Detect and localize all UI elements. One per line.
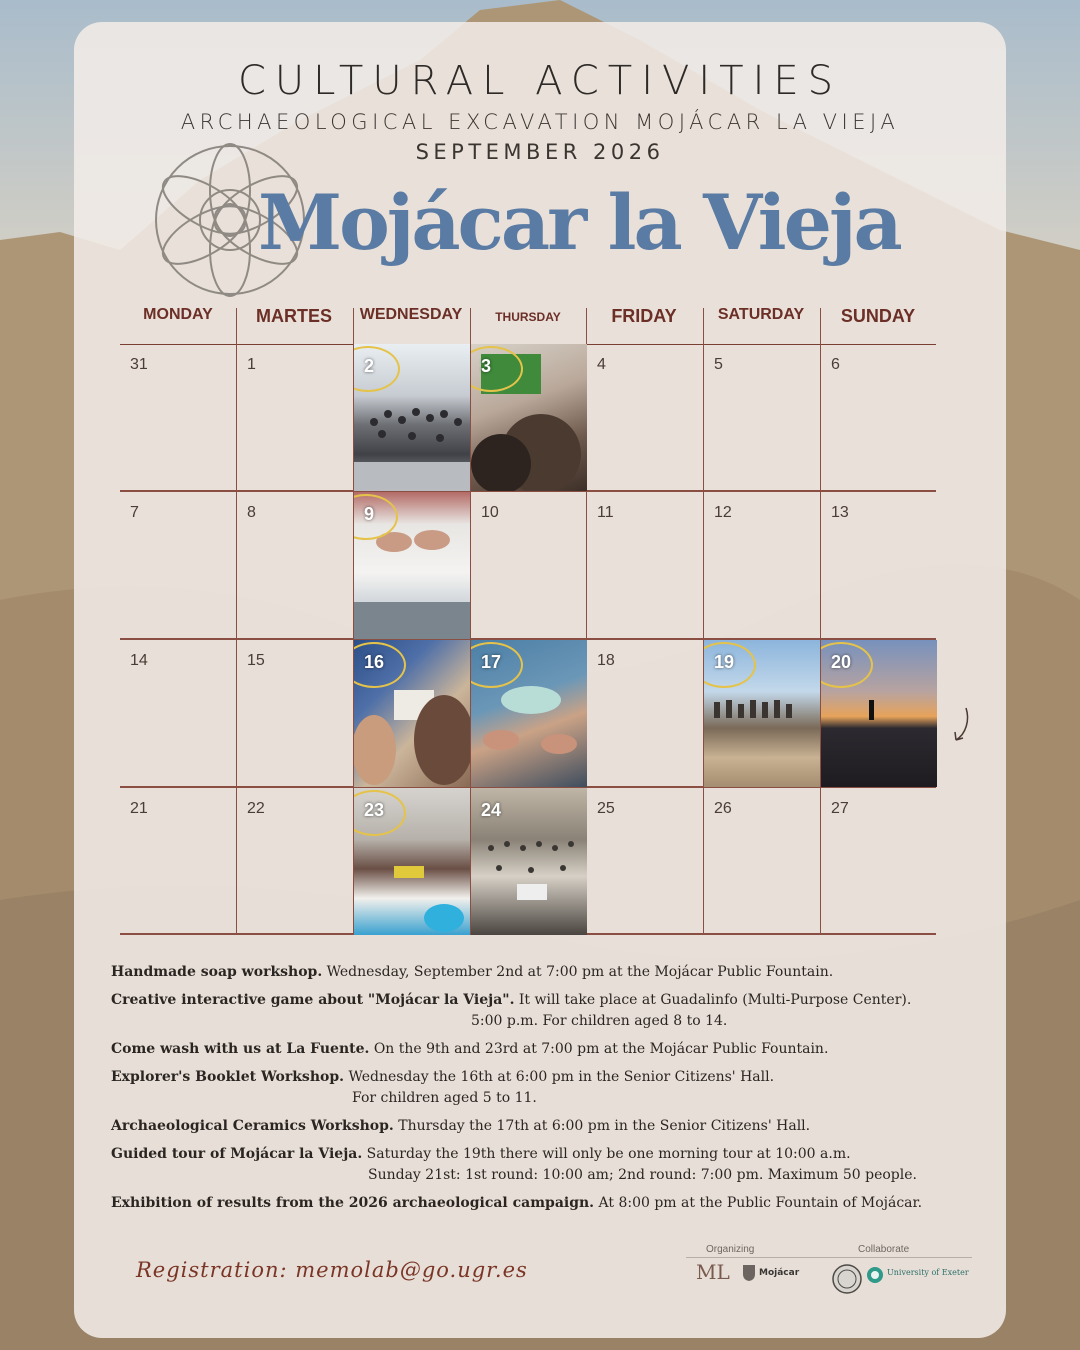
- day-number: 19: [714, 652, 735, 672]
- exeter-logo-icon: [866, 1266, 884, 1284]
- calendar-day: [704, 788, 820, 935]
- day-number: 11: [597, 504, 614, 521]
- calendar-day: [471, 492, 587, 639]
- event-photo-game: [471, 344, 587, 491]
- activity-name: Guided tour of Mojácar la Vieja.: [111, 1146, 363, 1162]
- day-number: 22: [247, 800, 265, 817]
- calendar-day: [237, 344, 353, 491]
- day-number: 8: [247, 504, 256, 521]
- weekday-thursday: THURSDAY: [495, 310, 561, 324]
- event-photo-washing: [354, 492, 470, 639]
- calendar-day-photo: [354, 640, 470, 787]
- activity-item: [111, 1144, 981, 1186]
- day-number: 31: [130, 356, 148, 373]
- calendar-day: [704, 492, 820, 639]
- weekday-monday: MONDAY: [143, 306, 213, 323]
- day-number: 9: [364, 504, 375, 524]
- calendar-day-photo: [471, 344, 587, 491]
- day-number: 13: [831, 504, 849, 521]
- activity-details: Wednesday, September 2nd at 7:00 pm at the Mojácar Public Fountain.: [322, 964, 834, 980]
- exeter-logo-text: University of Exeter: [887, 1268, 969, 1277]
- day-number: 1: [247, 356, 256, 373]
- calendar-day-photo: [704, 640, 820, 787]
- calendar-day: [587, 788, 703, 935]
- calendar-day: [587, 640, 703, 787]
- calendar-day: [120, 640, 236, 787]
- activity-details-cont: For children aged 5 to 11.: [352, 1090, 537, 1106]
- weekday-saturday: SATURDAY: [717, 306, 805, 323]
- calendar-day-photo: [821, 640, 937, 787]
- activity-details-cont: 5:00 p.m. For children aged 8 to 14.: [471, 1013, 728, 1029]
- day-number: 27: [831, 800, 849, 817]
- mojacar-logo: Mojácar: [759, 1268, 800, 1278]
- day-number: 26: [714, 800, 732, 817]
- activity-item: [111, 1067, 981, 1109]
- day-number: 21: [130, 800, 148, 817]
- weekday-sunday: SUNDAY: [840, 306, 916, 326]
- calendar-day: [704, 344, 820, 491]
- memolab-logo: ML: [696, 1260, 730, 1284]
- day-number: 18: [597, 652, 615, 669]
- calendar-day-photo: [354, 492, 470, 639]
- activity-list: [111, 962, 981, 1221]
- brand-wordmark: Mojácar la Vieja: [258, 178, 900, 267]
- activity-details: At 8:00 pm at the Public Fountain of Mojácar.: [594, 1195, 923, 1211]
- calendar-day-photo: [354, 788, 470, 935]
- activity-details: On the 9th and 23rd at 7:00 pm at the Mojácar Public Fountain.: [369, 1041, 829, 1057]
- shield-icon: [742, 1264, 756, 1282]
- event-photo-exhibition: [471, 788, 587, 935]
- calendar-day: [237, 492, 353, 639]
- day-number: 20: [831, 652, 852, 672]
- activity-details-cont: Sunday 21st: 1st round: 10:00 am; 2nd round: 7:00 pm. Maximum 50 people.: [368, 1167, 917, 1183]
- calendar-day: [821, 344, 937, 491]
- weekday-friday: FRIDAY: [611, 306, 677, 326]
- day-number: 6: [831, 356, 840, 373]
- day-number: 10: [481, 504, 499, 521]
- event-photo-washing-2: [354, 788, 470, 935]
- day-number: 2: [364, 356, 375, 376]
- activity-name: Exhibition of results from the 2026 archaeological campaign.: [111, 1195, 595, 1211]
- seal-logo-icon: [832, 1264, 862, 1294]
- day-number: 16: [364, 652, 385, 672]
- page-subtitle: ARCHAEOLOGICAL EXCAVATION MOJÁCAR LA VIEJA: [180, 110, 900, 134]
- activity-details: Saturday the 19th there will only be one morning tour at 10:00 a.m.: [362, 1146, 851, 1162]
- calendar-day-photo: [471, 788, 587, 935]
- day-number: 25: [597, 800, 615, 817]
- activity-name: Handmade soap workshop.: [111, 964, 323, 980]
- calendar-day-photo: [471, 640, 587, 787]
- day-number: 23: [364, 800, 385, 820]
- weekday-martes: MARTES: [256, 306, 332, 326]
- activity-name: Creative interactive game about "Mojácar la Vieja".: [111, 992, 515, 1008]
- activity-item: [111, 1193, 981, 1214]
- activity-item: [111, 1116, 981, 1137]
- day-number: 24: [481, 800, 502, 820]
- collaborate-label: Collaborate: [858, 1244, 910, 1255]
- day-number: 14: [130, 652, 148, 669]
- day-number: 5: [714, 356, 723, 373]
- activity-details: Thursday the 17th at 6:00 pm in the Senior Citizens' Hall.: [393, 1118, 811, 1134]
- calendar-day: [587, 492, 703, 639]
- day-number: 17: [481, 652, 502, 672]
- calendar-day: [120, 492, 236, 639]
- calendar-day-photo: [354, 344, 470, 491]
- event-photo-tour: [704, 640, 820, 787]
- activity-details: Wednesday the 16th at 6:00 pm in the Senior Citizens' Hall.: [344, 1069, 775, 1085]
- divider: [686, 1257, 972, 1258]
- event-photo-ceramics: [471, 640, 587, 787]
- day-number: 12: [714, 504, 732, 521]
- calendar-day: [120, 344, 236, 491]
- activity-item: [111, 1039, 981, 1060]
- day-number: 15: [247, 652, 265, 669]
- registration-email-link[interactable]: Registration: memolab@go.ugr.es: [136, 1258, 528, 1282]
- calendar-day: [120, 788, 236, 935]
- activity-details: It will take place at Guadalinfo (Multi-Purpose Center).: [514, 992, 912, 1008]
- day-number: 7: [130, 504, 139, 521]
- calendar-day: [821, 788, 937, 935]
- weekday-header: [120, 300, 936, 345]
- event-photo-fountain: [354, 344, 470, 491]
- event-photo-booklet: [354, 640, 470, 787]
- curved-arrow-icon: [952, 706, 972, 744]
- activity-name: Archaeological Ceramics Workshop.: [111, 1118, 394, 1134]
- calendar-day: [237, 788, 353, 935]
- weekday-wednesday: WEDNESDAY: [359, 306, 463, 323]
- activity-item: [111, 990, 981, 1032]
- calendar-day: [821, 492, 937, 639]
- event-photo-sunset: [821, 640, 937, 787]
- organizing-label: Organizing: [706, 1244, 755, 1255]
- page-date: SEPTEMBER 2026: [415, 140, 665, 164]
- activity-name: Come wash with us at La Fuente.: [111, 1041, 370, 1057]
- day-number: 4: [597, 356, 606, 373]
- calendar-day: [587, 344, 703, 491]
- page-title: CULTURAL ACTIVITIES: [237, 58, 843, 104]
- calendar-day: [237, 640, 353, 787]
- activity-name: Explorer's Booklet Workshop.: [111, 1069, 344, 1085]
- day-number: 3: [481, 356, 492, 376]
- activity-item: [111, 962, 981, 983]
